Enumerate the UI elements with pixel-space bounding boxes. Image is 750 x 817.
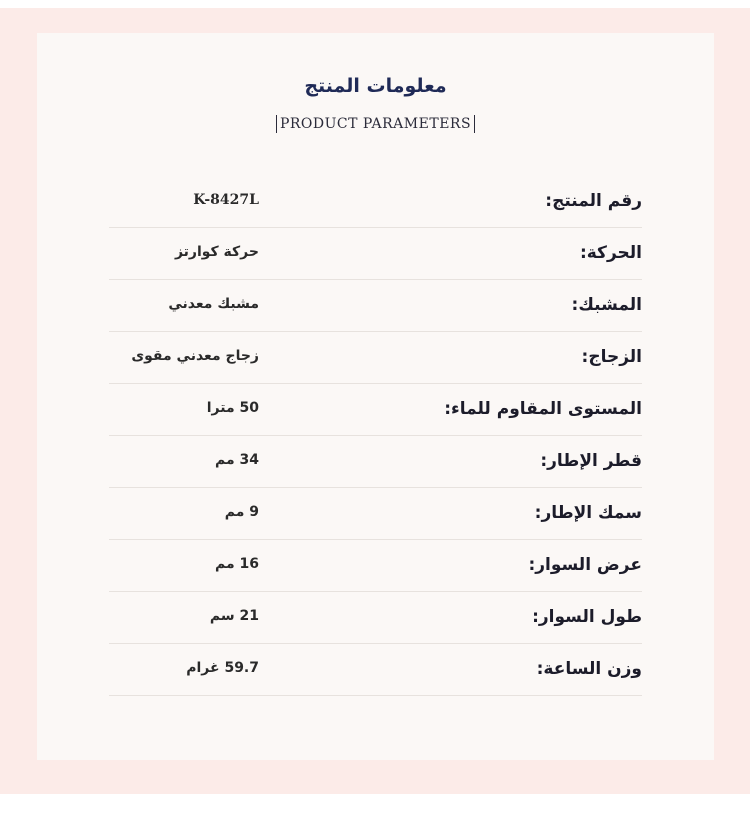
spec-value: 50 مترا — [206, 400, 259, 416]
product-info-card — [37, 33, 714, 760]
spec-label: المستوى المقاوم للماء: — [444, 399, 642, 419]
spec-row — [109, 176, 642, 228]
spec-value: 16 مم — [214, 556, 259, 572]
spec-value: زجاج معدني مقوى — [131, 348, 259, 364]
section-title: معلومات المنتج — [304, 75, 447, 97]
spec-label: قطر الإطار: — [540, 451, 642, 471]
spec-table — [109, 176, 642, 696]
spec-label: رقم المنتج: — [545, 191, 642, 211]
spec-value: 21 سم — [209, 608, 259, 624]
spec-value: 34 مم — [214, 452, 259, 468]
spec-row — [109, 280, 642, 332]
spec-value: مشبك معدني — [168, 296, 259, 312]
spec-row — [109, 488, 642, 540]
spec-label: وزن الساعة: — [536, 659, 642, 679]
spec-row — [109, 540, 642, 592]
spec-row — [109, 592, 642, 644]
spec-row — [109, 332, 642, 384]
spec-label: سمك الإطار: — [534, 503, 642, 523]
spec-value: K-8427L — [193, 192, 259, 208]
section-subtitle: PRODUCT PARAMETERS — [276, 115, 475, 133]
page-background — [0, 8, 750, 794]
spec-label: المشبك: — [571, 295, 642, 315]
spec-row — [109, 644, 642, 696]
spec-label: الحركة: — [579, 243, 642, 263]
spec-row — [109, 436, 642, 488]
spec-value: 9 مم — [224, 504, 259, 520]
spec-row — [109, 384, 642, 436]
spec-row — [109, 228, 642, 280]
spec-value: حركة كوارتز — [174, 244, 259, 260]
spec-label: عرض السوار: — [528, 555, 642, 575]
spec-label: الزجاج: — [581, 347, 642, 367]
spec-value: 59.7 غرام — [186, 660, 259, 676]
spec-label: طول السوار: — [532, 607, 642, 627]
section-subtitle-wrap — [37, 113, 714, 133]
